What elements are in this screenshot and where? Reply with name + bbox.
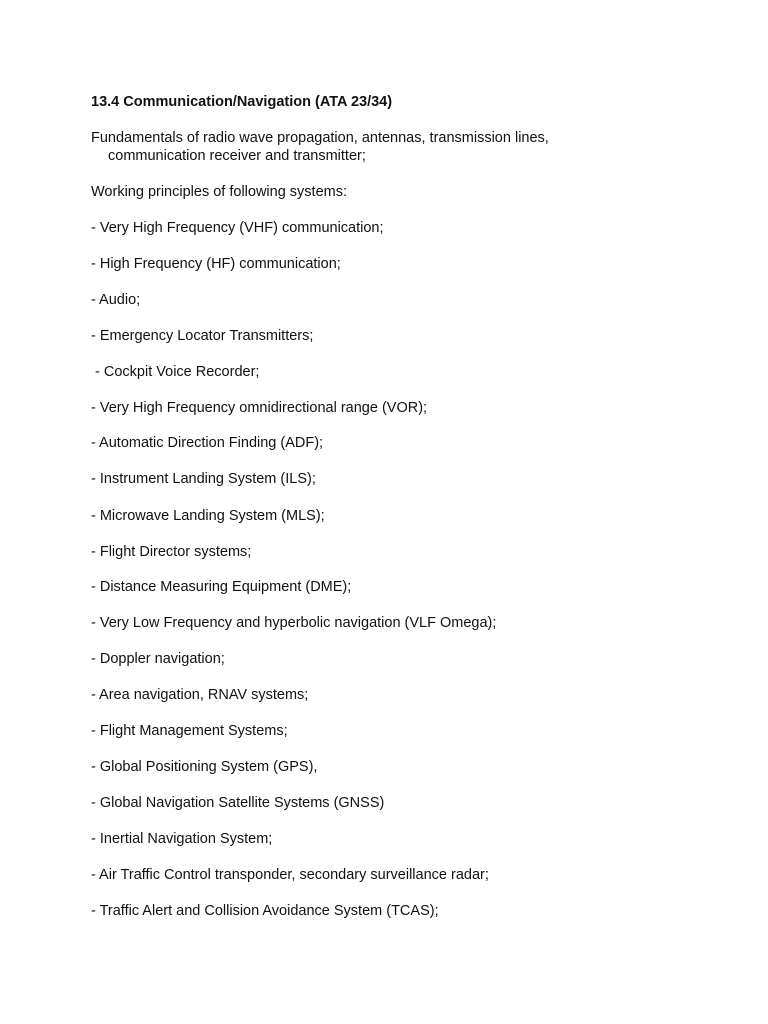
list-item: - Air Traffic Control transponder, secondary surveillance radar; [91, 867, 489, 883]
list-item: - Very Low Frequency and hyperbolic navigation (VLF Omega); [91, 615, 497, 631]
list-item: - Microwave Landing System (MLS); [91, 508, 325, 524]
list-item: - Flight Director systems; [91, 544, 252, 560]
list-item: - Very High Frequency omnidirectional range (VOR); [91, 400, 428, 416]
intro-text-line-2: communication receiver and transmitter; [108, 148, 366, 164]
list-item: - Distance Measuring Equipment (DME); [91, 579, 352, 595]
list-item: - Automatic Direction Finding (ADF); [91, 435, 324, 451]
list-item: - Traffic Alert and Collision Avoidance System (TCAS); [91, 903, 439, 919]
list-item: - Instrument Landing System (ILS); [91, 471, 316, 487]
list-item: - Emergency Locator Transmitters; [91, 328, 314, 344]
list-item: - Audio; [91, 292, 141, 308]
section-heading: 13.4 Communication/Navigation (ATA 23/34) [91, 94, 393, 110]
principles-intro: Working principles of following systems: [91, 184, 347, 200]
list-item: - Very High Frequency (VHF) communication; [91, 220, 384, 236]
list-item: - Global Positioning System (GPS), [91, 759, 318, 775]
list-item: - Area navigation, RNAV systems; [91, 687, 309, 703]
list-item: - Flight Management Systems; [91, 723, 288, 739]
list-item: - High Frequency (HF) communication; [91, 256, 341, 272]
list-item: - Inertial Navigation System; [91, 831, 273, 847]
list-item: - Doppler navigation; [91, 651, 225, 667]
list-item: - Cockpit Voice Recorder; [91, 364, 260, 380]
list-item: - Global Navigation Satellite Systems (GNSS) [91, 795, 385, 811]
intro-text-line-1: Fundamentals of radio wave propagation, antennas, transmission lines, [91, 130, 549, 146]
